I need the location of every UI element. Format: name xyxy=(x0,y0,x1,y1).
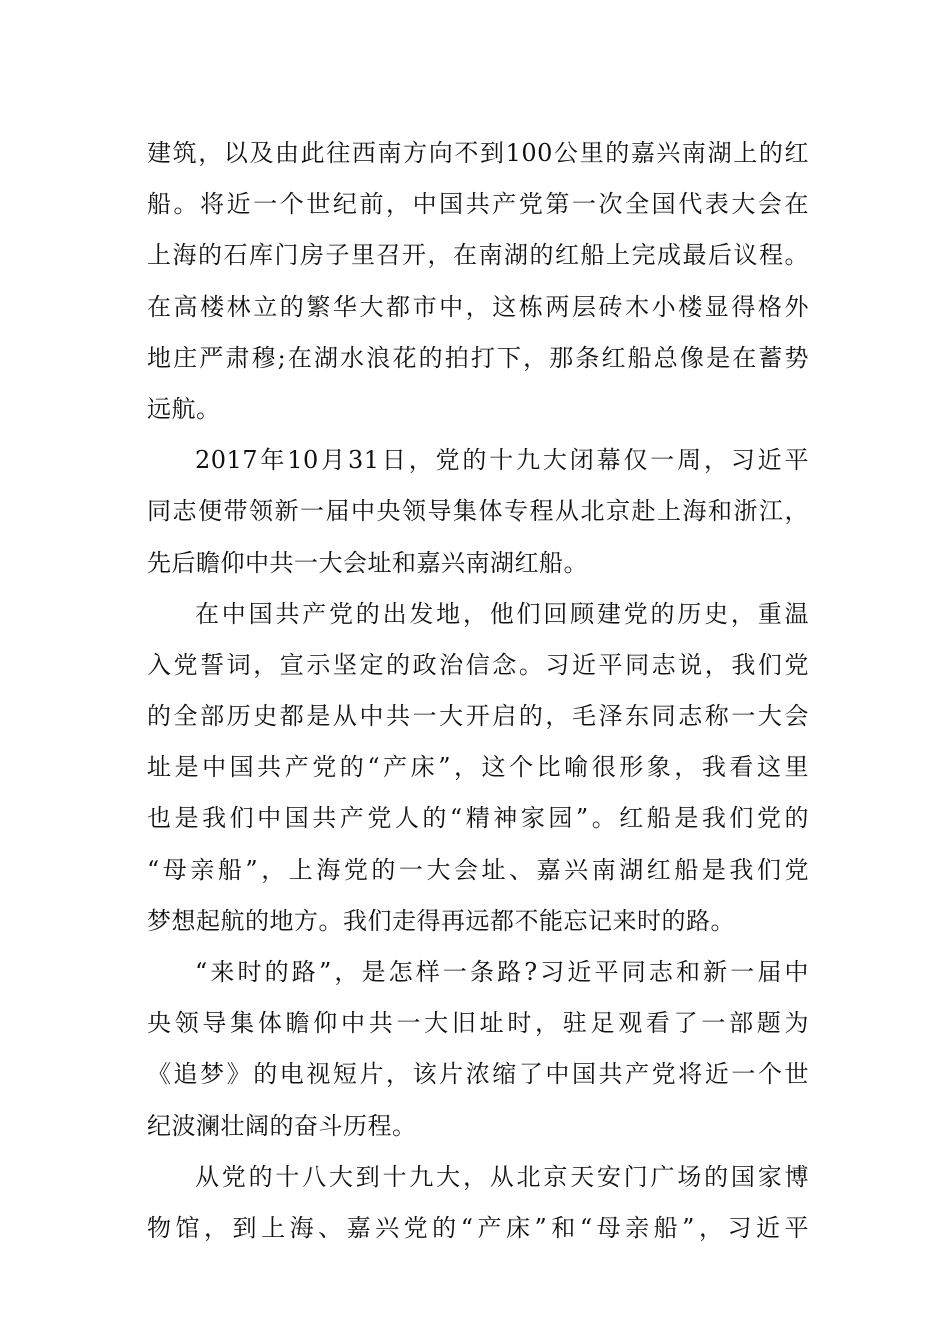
text-line: 同志便带领新一届中央领导集体专程从北京赴上海和浙江， xyxy=(147,497,809,526)
text-line: 入党誓词，宣示坚定的政治信念。习近平同志说，我们党 xyxy=(147,650,809,679)
paragraph xyxy=(147,435,809,589)
text-line: 在中国共产党的出发地，他们回顾建党的历史，重温 xyxy=(195,599,809,628)
text-line: 的全部历史都是从中共一大开启的，毛泽东同志称一大会 xyxy=(147,702,809,731)
text-column xyxy=(147,128,809,1254)
text-line: 2017年10月31日，党的十九大闭幕仅一周，习近平 xyxy=(195,446,809,475)
text-line: 地庄严肃穆;在湖水浪花的拍打下，那条红船总像是在蓄势 xyxy=(147,343,809,372)
text-line: 物馆，到上海、嘉兴党的“产床”和“母亲船”，习近平 xyxy=(147,1213,809,1242)
text-line: 远航。 xyxy=(147,394,221,423)
text-line: 纪波澜壮阔的奋斗历程。 xyxy=(147,1111,417,1140)
text-line: 梦想起航的地方。我们走得再远都不能忘记来时的路。 xyxy=(147,906,735,935)
paragraph xyxy=(147,1152,809,1254)
text-line: 船。将近一个世纪前，中国共产党第一次全国代表大会在 xyxy=(147,190,809,219)
document-body xyxy=(147,128,809,1254)
text-line: 址是中国共产党的“产床”，这个比喻很形象，我看这里 xyxy=(147,753,809,782)
text-line: 建筑，以及由此往西南方向不到100公里的嘉兴南湖上的红 xyxy=(147,139,809,167)
text-line: 也是我们中国共产党人的“精神家园”。红船是我们党的 xyxy=(147,804,809,833)
paragraph xyxy=(147,947,809,1152)
text-line: 先后瞻仰中共一大会址和嘉兴南湖红船。 xyxy=(147,548,588,577)
text-line: 上海的石库门房子里召开，在南湖的红船上完成最后议程。 xyxy=(147,241,809,270)
text-line: 《追梦》的电视短片，该片浓缩了中国共产党将近一个世 xyxy=(147,1060,809,1089)
paragraph xyxy=(147,128,809,435)
text-line: “来时的路”，是怎样一条路?习近平同志和新一届中 xyxy=(195,958,809,986)
text-line: 在高楼林立的繁华大都市中，这栋两层砖木小楼显得格外 xyxy=(147,292,809,321)
text-line: “母亲船”，上海党的一大会址、嘉兴南湖红船是我们党 xyxy=(147,855,809,884)
paragraph xyxy=(147,589,809,947)
text-line: 从党的十八大到十九大，从北京天安门广场的国家博 xyxy=(195,1162,809,1191)
text-line: 央领导集体瞻仰中共一大旧址时，驻足观看了一部题为 xyxy=(147,1009,809,1038)
